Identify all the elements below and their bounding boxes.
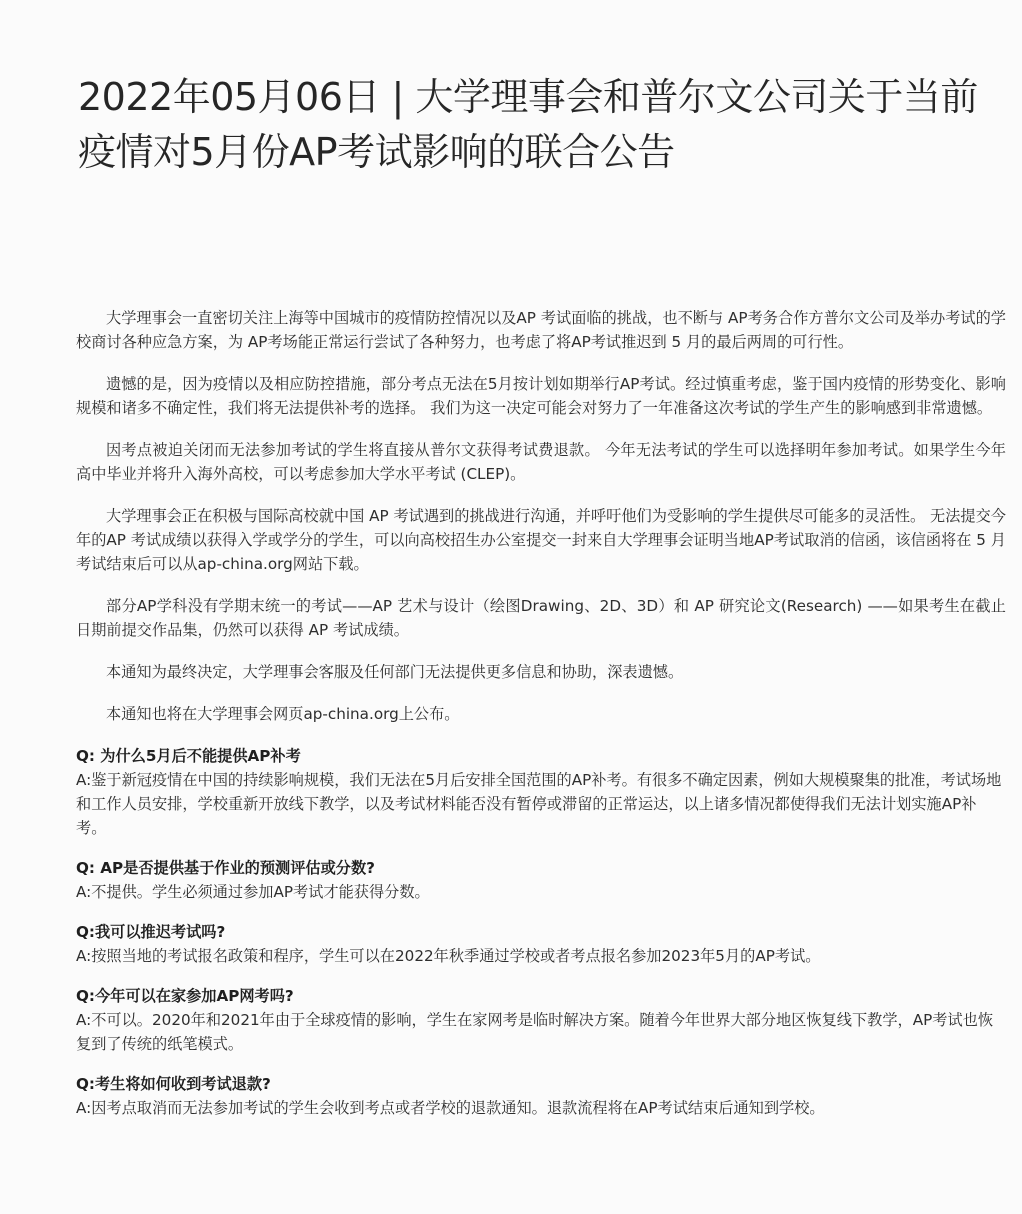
paragraph: 大学理事会正在积极与国际高校就中国 AP 考试遇到的挑战进行沟通，并呼吁他们为受影响的学生提供尽可能多的灵活性。 无法提交今年的AP 考试成绩以获得入学或学分的学生，可以向高校招生办公室提交一封来自大学理事会证明当地AP考试取消的信函，该信函将在 5 月考试结束后可以从ap-china.org网站下载。 [76,507,1006,573]
faq-question: Q: 为什么5月后不能提供AP补考 [76,747,301,765]
faq-item [76,744,1006,840]
announcement-body [76,306,1006,1136]
faq-answer: A:鉴于新冠疫情在中国的持续影响规模，我们无法在5月后安排全国范围的AP补考。有很多不确定因素，例如大规模聚集的批准，考试场地和工作人员安排，学校重新开放线下教学，以及考试材料能否没有暂停或滞留的正常运达，以上诸多情况都使得我们无法计划实施AP补考。 [76,771,1002,837]
faq-answer: A:不可以。2020年和2021年由于全球疫情的影响，学生在家网考是临时解决方案。随着今年世界大部分地区恢复线下教学，AP考试也恢复到了传统的纸笔模式。 [76,1011,994,1053]
faq-item [76,920,1006,968]
page-title [78,70,998,180]
paragraph: 本通知为最终决定，大学理事会客服及任何部门无法提供更多信息和协助，深表遗憾。 [106,663,684,681]
faq-question: Q:我可以推迟考试吗? [76,923,226,941]
faq-question: Q: AP是否提供基于作业的预测评估或分数? [76,859,375,877]
paragraph: 遗憾的是，因为疫情以及相应防控措施，部分考点无法在5月按计划如期举行AP考试。经过慎重考虑，鉴于国内疫情的形势变化、影响规模和诸多不确定性，我们将无法提供补考的选择。 我们为这一决定可能会对努力了一年准备这次考试的学生产生的影响感到非常遗憾。 [76,375,1006,417]
faq-question: Q:考生将如何收到考试退款? [76,1075,271,1093]
faq-item [76,1072,1006,1120]
faq-answer: A:因考点取消而无法参加考试的学生会收到考点或者学校的退款通知。退款流程将在AP考试结束后通知到学校。 [76,1099,825,1117]
faq-question: Q:今年可以在家参加AP网考吗? [76,987,294,1005]
title-line-2: 疫情对5月份AP考试影响的联合公告 [78,130,675,174]
faq-item [76,984,1006,1056]
faq-answer: A:不提供。学生必须通过参加AP考试才能获得分数。 [76,883,430,901]
faq-item [76,856,1006,904]
paragraph: 大学理事会一直密切关注上海等中国城市的疫情防控情况以及AP 考试面临的挑战，也不断与 AP考务合作方普尔文公司及举办考试的学校商讨各种应急方案，为 AP考场能正常运行尝试了各种努力，也考虑了将AP考试推迟到 5 月的最后两周的可行性。 [76,309,1006,351]
paragraph: 本通知也将在大学理事会网页ap-china.org上公布。 [106,705,460,723]
faq-answer: A:按照当地的考试报名政策和程序，学生可以在2022年秋季通过学校或者考点报名参加2023年5月的AP考试。 [76,947,821,965]
title-line-1: 2022年05月06日 | 大学理事会和普尔文公司关于当前 [78,75,978,119]
paragraph: 因考点被迫关闭而无法参加考试的学生将直接从普尔文获得考试费退款。 今年无法考试的学生可以选择明年参加考试。如果学生今年高中毕业并将升入海外高校，可以考虑参加大学水平考试 (CLEP)。 [76,441,1006,483]
paragraph: 部分AP学科没有学期末统一的考试——AP 艺术与设计（绘图Drawing、2D、3D）和 AP 研究论文(Research) ——如果考生在截止日期前提交作品集，仍然可以获得 AP 考试成绩。 [76,597,1006,639]
